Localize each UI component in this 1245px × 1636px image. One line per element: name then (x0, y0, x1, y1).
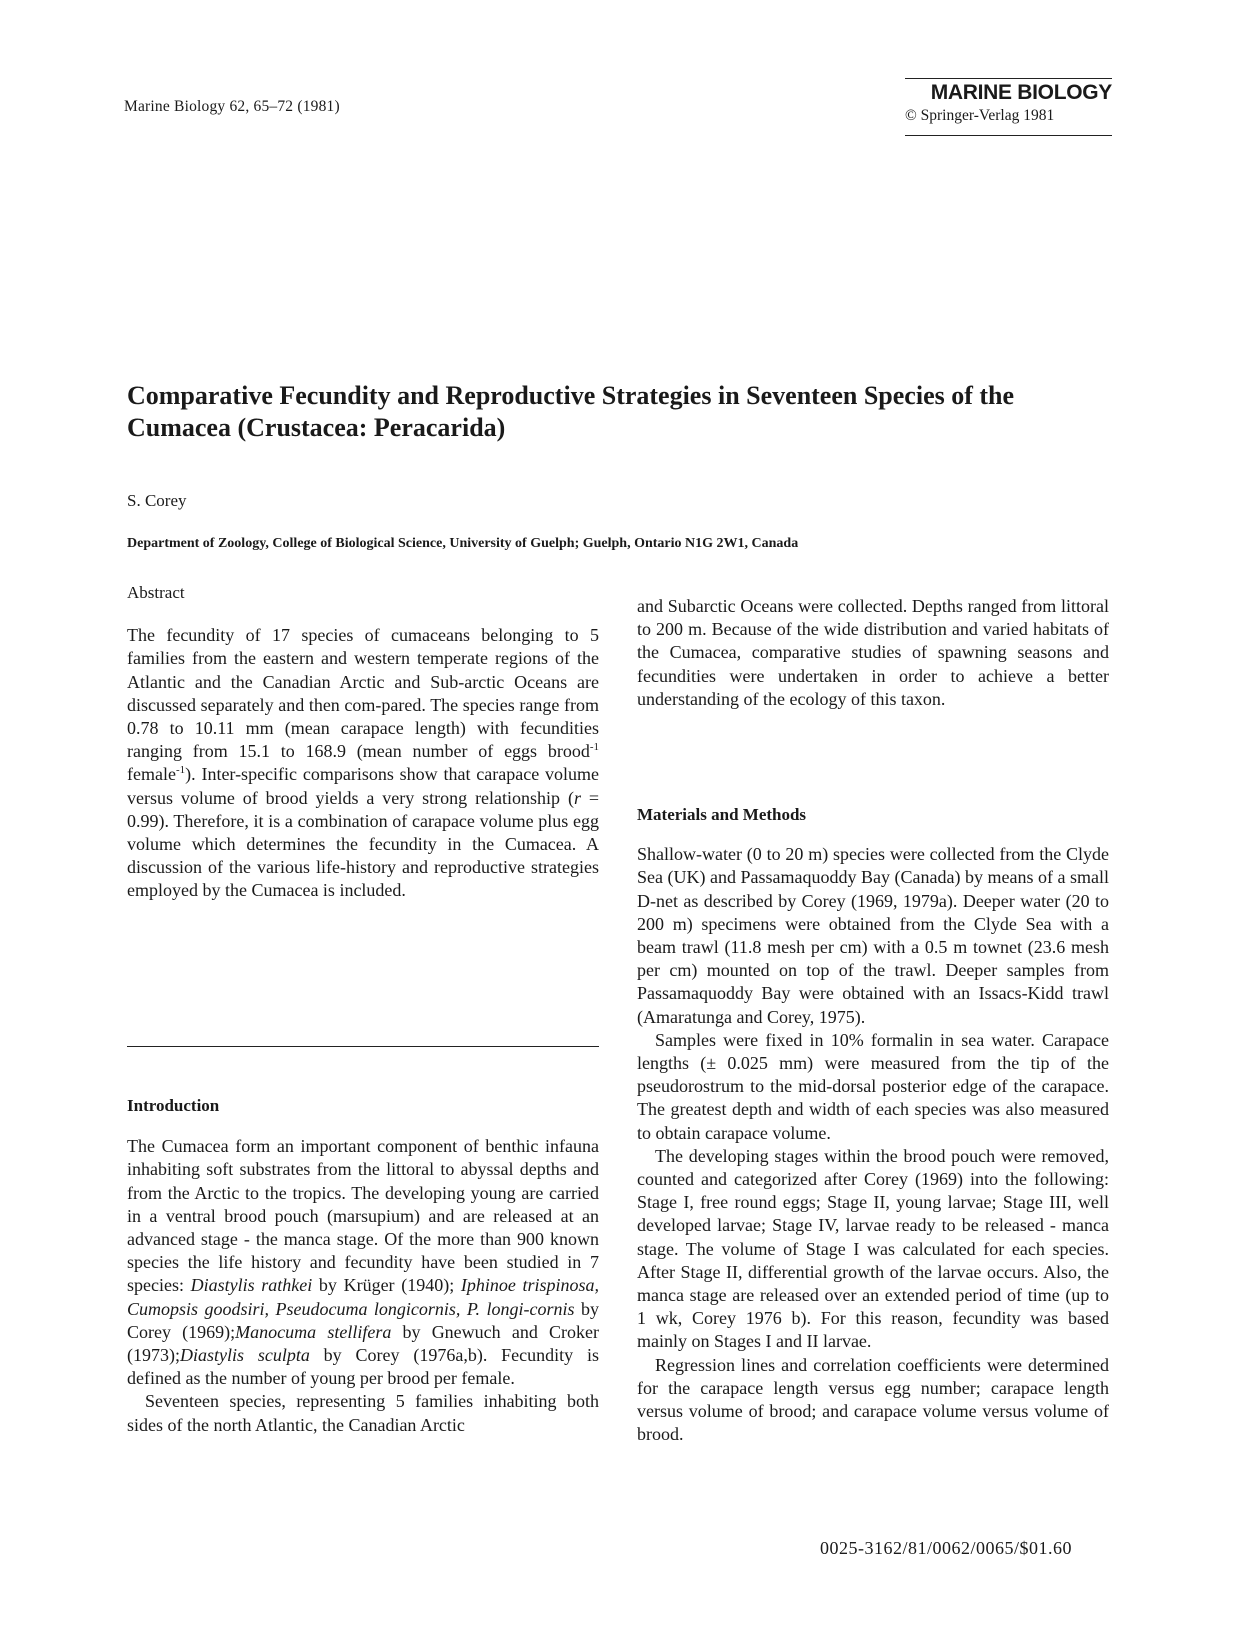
methods-paragraph: Regression lines and correlation coefficients were determined for the carapace length versus egg number; carapace length versus volume of brood; and carapace volume versus volume of brood. (637, 1354, 1109, 1445)
methods-paragraph: The developing stages within the brood pouch were removed, counted and categorized after Corey (1969) into the following: Stage I, free round eggs; Stage II, young larvae; Stage III, well developed larvae; Stage IV, larvae ready to be released - manca stage. The volume of Stage I was calculated for each species. After Stage II, differential growth of the larvae occurs. Also, the manca stage are released over an extended period of time (up to 1 wk, Corey 1976 b). For this reason, fecundity was based mainly on Stages I and II larvae. (637, 1145, 1109, 1352)
journal-citation: Marine Biology 62, 65–72 (1981) (124, 98, 340, 115)
introduction-heading: Introduction (127, 1096, 220, 1115)
author-affiliation: Department of Zoology, College of Biological Science, University of Guelph; Guelph, Ontario N1G 2W1, Canada (127, 536, 799, 551)
intro-text-part: by Corey (1969); (127, 1298, 599, 1342)
introduction-paragraph: Seventeen species, representing 5 families inhabiting both sides of the north Atlantic, the Canadian Arctic (127, 1391, 599, 1435)
introduction-section (127, 1094, 599, 1437)
abstract-section (127, 581, 599, 903)
intro-text-part: by Krüger (1940); (312, 1275, 461, 1296)
introduction-continuation (637, 595, 1109, 711)
methods-paragraph: Samples were fixed in 10% formalin in sea water. Carapace lengths (± 0.025 mm) were measured from the tip of the pseudorostrum to the mid-dorsal posterior edge of the carapace. The greatest depth and width of each species was also measured to obtain carapace volume. (637, 1029, 1109, 1143)
introduction-paragraph (127, 1135, 599, 1390)
species-name: Manocuma stellifera (235, 1321, 392, 1342)
species-name: Diastylis sculpta (180, 1345, 310, 1366)
article-title: Comparative Fecundity and Reproductive Strategies in Seventeen Species of the Cumacea (Crustacea: Peracarida) (127, 381, 1015, 442)
abstract-text-part: ). Inter-specific comparisons show that carapace volume versus volume of brood yields a very strong relationship ( (127, 764, 599, 808)
publisher-copyright: © Springer-Verlag 1981 (905, 107, 1055, 124)
masthead-top-rule (905, 78, 1112, 79)
journal-masthead (905, 78, 1112, 136)
journal-name: MARINE BIOLOGY (930, 81, 1112, 104)
intro-text-part: The Cumacea form an important component of benthic infauna inhabiting soft substrates from the littoral to abyssal depths and from the Arctic to the tropics. The developing young are carried in a ventral brood pouch (marsupium) and are released at an advanced stage - the manca stage. Of the more than 900 known species the life history and fecundity have been studied in 7 species: (127, 1136, 599, 1296)
abstract-text (127, 624, 599, 902)
abstract-text-part: = 0.99). Therefore, it is a combination of carapace volume plus egg volume which determines the fecundity in the Cumacea. A discussion of the various life-history and reproductive strategies employed by the Cumacea is included. (127, 787, 599, 901)
abstract-heading: Abstract (127, 583, 185, 602)
species-name: Diastylis rathkei (190, 1275, 313, 1296)
methods-section (637, 803, 1109, 1446)
superscript: -1 (175, 764, 186, 777)
correlation-symbol: r (573, 787, 581, 808)
article-identifier-code: 0025-3162/81/0062/0065/$01.60 (820, 1538, 1072, 1558)
superscript: -1 (589, 741, 599, 754)
introduction-continuation-text: and Subarctic Oceans were collected. Depths ranged from littoral to 200 m. Because of the wide distribution and varied habitats of the Cumacea, comparative studies of spawning seasons and fecundities were undertaken in order to achieve a better understanding of the ecology of this taxon. (637, 596, 1109, 709)
intro-text-part: by Corey (1976a,b). Fecundity is defined as the number of young per brood per female. (127, 1345, 600, 1389)
masthead-bottom-rule (905, 135, 1112, 136)
intro-text-part: by Gnewuch and Croker (1973); (127, 1321, 599, 1366)
author-name: S. Corey (127, 491, 187, 510)
methods-heading: Materials and Methods (637, 805, 807, 824)
abstract-text-part: female (127, 764, 176, 785)
methods-paragraph: Shallow-water (0 to 20 m) species were collected from the Clyde Sea (UK) and Passamaquoddy Bay (Canada) by means of a small D-net as described by Corey (1969, 1979a). Deeper water (20 to 200 m) specimens were obtained from the Clyde Sea with a beam trawl (11.8 mesh per cm) with a 0.5 m townet (23.6 mesh per cm) mounted on top of the trawl. Deeper samples from Passamaquoddy Bay were obtained with an Issacs-Kidd trawl (Amaratunga and Corey, 1975). (637, 844, 1109, 1027)
abstract-text-part: The fecundity of 17 species of cumaceans belonging to 5 families from the eastern and western temperate regions of the Atlantic and the Canadian Arctic and Sub-arctic Oceans are discussed separately and then com-pared. The species range from 0.78 to 10.11 mm (mean carapace length) with fecundities ranging from 15.1 to 168.9 (mean number of eggs brood (127, 625, 599, 762)
species-name: Iphinoe trispinosa, Cumopsis goodsiri, Pseudocuma longicornis, P. longi-cornis (127, 1275, 599, 1319)
section-divider (127, 1046, 599, 1047)
